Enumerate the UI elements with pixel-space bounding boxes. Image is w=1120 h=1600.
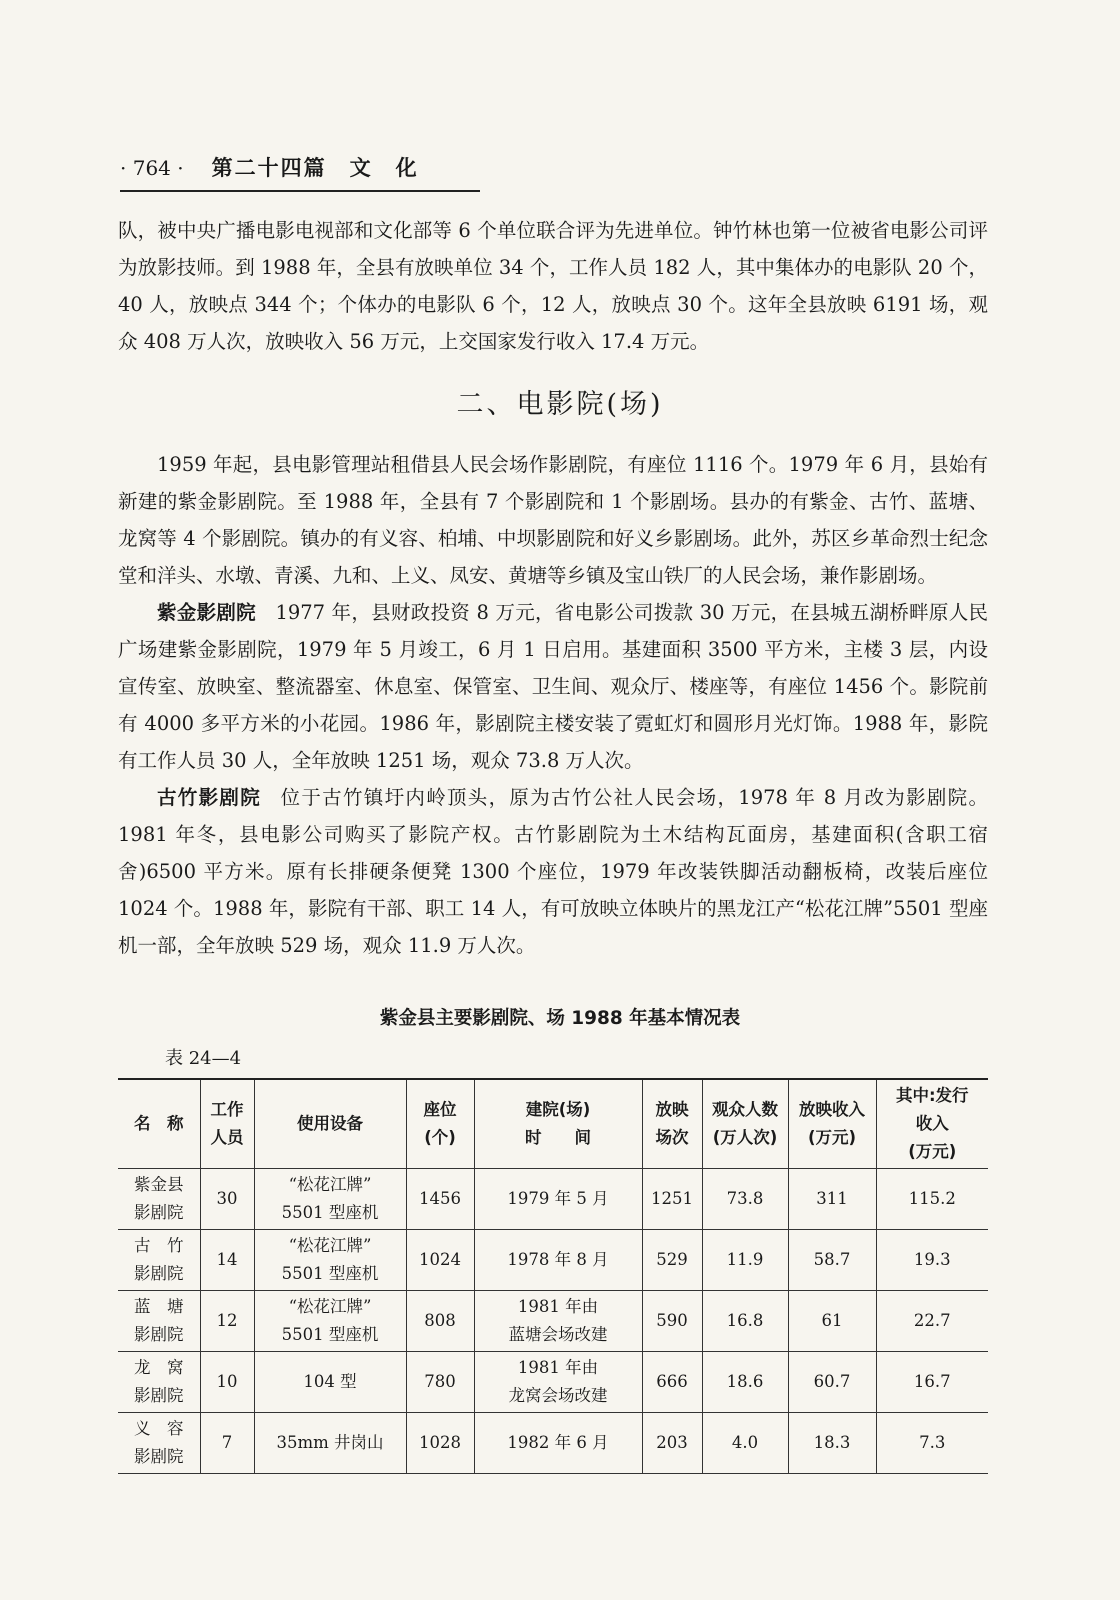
cell-staff: 7 [200, 1413, 254, 1474]
page-number: · 764 · [120, 156, 184, 180]
cell-staff: 14 [200, 1230, 254, 1291]
cell-line: 紫金县 [134, 1175, 184, 1194]
paragraph-overview: 1959 年起，县电影管理站租借县人民会场作影剧院，有座位 1116 个。1979 年 6 月，县始有新建的紫金影剧院。至 1988 年，全县有 7 个影剧院和 1 个影剧场。县办的有紫金、古竹、蓝塘、龙窝等 4 个影剧院。镇办的有义容、柏埔、中坝影剧院和好义乡影剧场。此外，苏区乡革命烈士纪念堂和洋头、水墩、青溪、九和、上义、凤安、黄塘等乡镇及宝山铁厂的人民会场，兼作影剧场。 [118, 453, 988, 587]
cell-staff: 10 [200, 1352, 254, 1413]
zijin-theater-heading: 紫金影剧院 [157, 601, 256, 624]
chapter-title: 第二十四篇 文 化 [211, 156, 419, 180]
column-header [876, 1079, 988, 1169]
column-header-line: 放映 [655, 1100, 689, 1119]
cell-seats: 1028 [406, 1413, 474, 1474]
cell-line: 影剧院 [134, 1203, 184, 1222]
body-block [118, 446, 988, 964]
cell-line: 1982 年 6 月 [507, 1433, 609, 1452]
cell-equipment [254, 1291, 406, 1352]
cell-name [118, 1413, 200, 1474]
table-body [118, 1169, 988, 1474]
cell-shows: 529 [642, 1230, 702, 1291]
cell-line: 义 容 [134, 1419, 184, 1438]
cell-shows: 666 [642, 1352, 702, 1413]
cell-line: 蓝 塘 [134, 1297, 184, 1316]
cell-line: 龙窝会场改建 [508, 1386, 608, 1405]
cell-built [474, 1291, 642, 1352]
cell-income: 60.7 [788, 1352, 876, 1413]
column-header-line: 使用设备 [297, 1114, 363, 1133]
paragraph-guzhu-theater [118, 779, 988, 964]
cell-distribution: 22.7 [876, 1291, 988, 1352]
cell-shows: 1251 [642, 1169, 702, 1230]
cell-name [118, 1169, 200, 1230]
column-header-line: 放映收入 [799, 1100, 865, 1119]
cell-line: 影剧院 [134, 1386, 184, 1405]
cell-line: “松花江牌” [288, 1175, 372, 1194]
cell-line: 影剧院 [134, 1264, 184, 1283]
cell-line: 影剧院 [134, 1447, 184, 1466]
table-number: 表 24—4 [165, 1048, 242, 1069]
column-header-line: 名 称 [134, 1114, 184, 1133]
column-header-line: 场次 [655, 1128, 689, 1147]
cell-line: 1981 年由 [517, 1358, 599, 1377]
cell-line: “松花江牌” [288, 1236, 372, 1255]
cell-distribution: 7.3 [876, 1413, 988, 1474]
column-header [702, 1079, 788, 1169]
cell-line: 古 竹 [134, 1236, 184, 1255]
cell-name [118, 1291, 200, 1352]
column-header-line: (万元) [908, 1142, 957, 1161]
cell-line: 蓝塘会场改建 [508, 1325, 608, 1344]
cell-audience: 4.0 [702, 1413, 788, 1474]
column-header [118, 1079, 200, 1169]
cell-line: 1978 年 8 月 [507, 1250, 609, 1269]
column-header-line: 其中:发行 [895, 1086, 969, 1105]
cell-equipment [254, 1169, 406, 1230]
guzhu-theater-heading: 古竹影剧院 [157, 786, 262, 809]
column-header [788, 1079, 876, 1169]
theater-stats-table [118, 1078, 988, 1474]
page-header [120, 152, 480, 192]
column-header-line: (万元) [807, 1128, 857, 1147]
cell-income: 18.3 [788, 1413, 876, 1474]
table-row [118, 1291, 988, 1352]
cell-audience: 16.8 [702, 1291, 788, 1352]
column-header [474, 1079, 642, 1169]
cell-income: 58.7 [788, 1230, 876, 1291]
cell-line: 5501 型座机 [281, 1264, 379, 1283]
cell-name [118, 1230, 200, 1291]
cell-line: “松花江牌” [288, 1297, 372, 1316]
column-header-line: 工作 [210, 1100, 244, 1119]
cell-shows: 203 [642, 1413, 702, 1474]
table-row [118, 1230, 988, 1291]
paragraph-zijin-theater [118, 594, 988, 779]
zijin-theater-text: 1977 年，县财政投资 8 万元，省电影公司拨款 30 万元，在县城五湖桥畔原人民广场建紫金影剧院，1979 年 5 月竣工，6 月 1 日启用。基建面积 3500 平方米，主楼 3 层，内设宣传室、放映室、整流器室、休息室、保管室、卫生间、观众厅、楼座等，有座位 1456 个。影院前有 4000 多平方米的小花园。1986 年，影剧院主楼安装了霓虹灯和圆形月光灯饰。1988 年，影院有工作人员 30 人，全年放映 1251 场，观众 73.8 万人次。 [118, 601, 988, 772]
column-header-line: 座位 [423, 1100, 457, 1119]
column-header-line: 人员 [210, 1128, 244, 1147]
cell-income: 61 [788, 1291, 876, 1352]
cell-line: 104 型 [303, 1372, 357, 1391]
cell-seats: 780 [406, 1352, 474, 1413]
cell-name [118, 1352, 200, 1413]
cell-line: 龙 窝 [134, 1358, 184, 1377]
intro-block [118, 212, 988, 360]
table-header-row [118, 1079, 988, 1169]
cell-line: 1979 年 5 月 [507, 1189, 609, 1208]
cell-equipment [254, 1413, 406, 1474]
cell-staff: 30 [200, 1169, 254, 1230]
column-header-line: 观众人数 [712, 1100, 778, 1119]
column-header-line: 时 间 [525, 1128, 591, 1147]
intro-paragraph: 队，被中央广播电影电视部和文化部等 6 个单位联合评为先进单位。钟竹林也第一位被省电影公司评为放影技师。到 1988 年，全县有放映单位 34 个，工作人员 182 人，其中集体办的电影队 20 个，40 人，放映点 344 个；个体办的电影队 6 个，12 人，放映点 30 个。这年全县放映 6191 场，观众 408 万人次，放映收入 56 万元，上交国家发行收入 17.4 万元。 [118, 219, 988, 353]
cell-line: 影剧院 [134, 1325, 184, 1344]
column-header [254, 1079, 406, 1169]
cell-audience: 18.6 [702, 1352, 788, 1413]
cell-seats: 1456 [406, 1169, 474, 1230]
cell-staff: 12 [200, 1291, 254, 1352]
cell-audience: 11.9 [702, 1230, 788, 1291]
table-row [118, 1169, 988, 1230]
column-header [200, 1079, 254, 1169]
cell-shows: 590 [642, 1291, 702, 1352]
cell-seats: 1024 [406, 1230, 474, 1291]
cell-audience: 73.8 [702, 1169, 788, 1230]
table-title: 紫金县主要影剧院、场 1988 年基本情况表 [379, 1008, 741, 1029]
table-row [118, 1352, 988, 1413]
section-title: 二、电影院(场) [456, 389, 664, 420]
cell-built [474, 1169, 642, 1230]
column-header [642, 1079, 702, 1169]
cell-line: 1981 年由 [517, 1297, 599, 1316]
column-header [406, 1079, 474, 1169]
cell-distribution: 16.7 [876, 1352, 988, 1413]
cell-built [474, 1352, 642, 1413]
cell-distribution: 19.3 [876, 1230, 988, 1291]
cell-equipment [254, 1230, 406, 1291]
cell-built [474, 1230, 642, 1291]
cell-line: 5501 型座机 [281, 1325, 379, 1344]
table-row [118, 1413, 988, 1474]
cell-built [474, 1413, 642, 1474]
guzhu-theater-text: 位于古竹镇圩内岭顶头，原为古竹公社人民会场，1978 年 8 月改为影剧院。1981 年冬，县电影公司购买了影院产权。古竹影剧院为土木结构瓦面房，基建面积(含职工宿舍)6500 平方米。原有长排硬条便凳 1300 个座位，1979 年改装铁脚活动翻板椅，改装后座位 1024 个。1988 年，影院有干部、职工 14 人，有可放映立体映片的黑龙江产“松花江牌”5501 型座机一部，全年放映 529 场，观众 11.9 万人次。 [118, 786, 988, 957]
cell-income: 311 [788, 1169, 876, 1230]
column-header-line: (个) [424, 1128, 456, 1147]
cell-line: 35mm 井岗山 [276, 1433, 384, 1452]
column-header-line: 收入 [915, 1114, 949, 1133]
cell-equipment [254, 1352, 406, 1413]
column-header-line: (万人次) [712, 1128, 778, 1147]
column-header-line: 建院(场) [525, 1100, 591, 1119]
cell-line: 5501 型座机 [281, 1203, 379, 1222]
cell-distribution: 115.2 [876, 1169, 988, 1230]
cell-seats: 808 [406, 1291, 474, 1352]
